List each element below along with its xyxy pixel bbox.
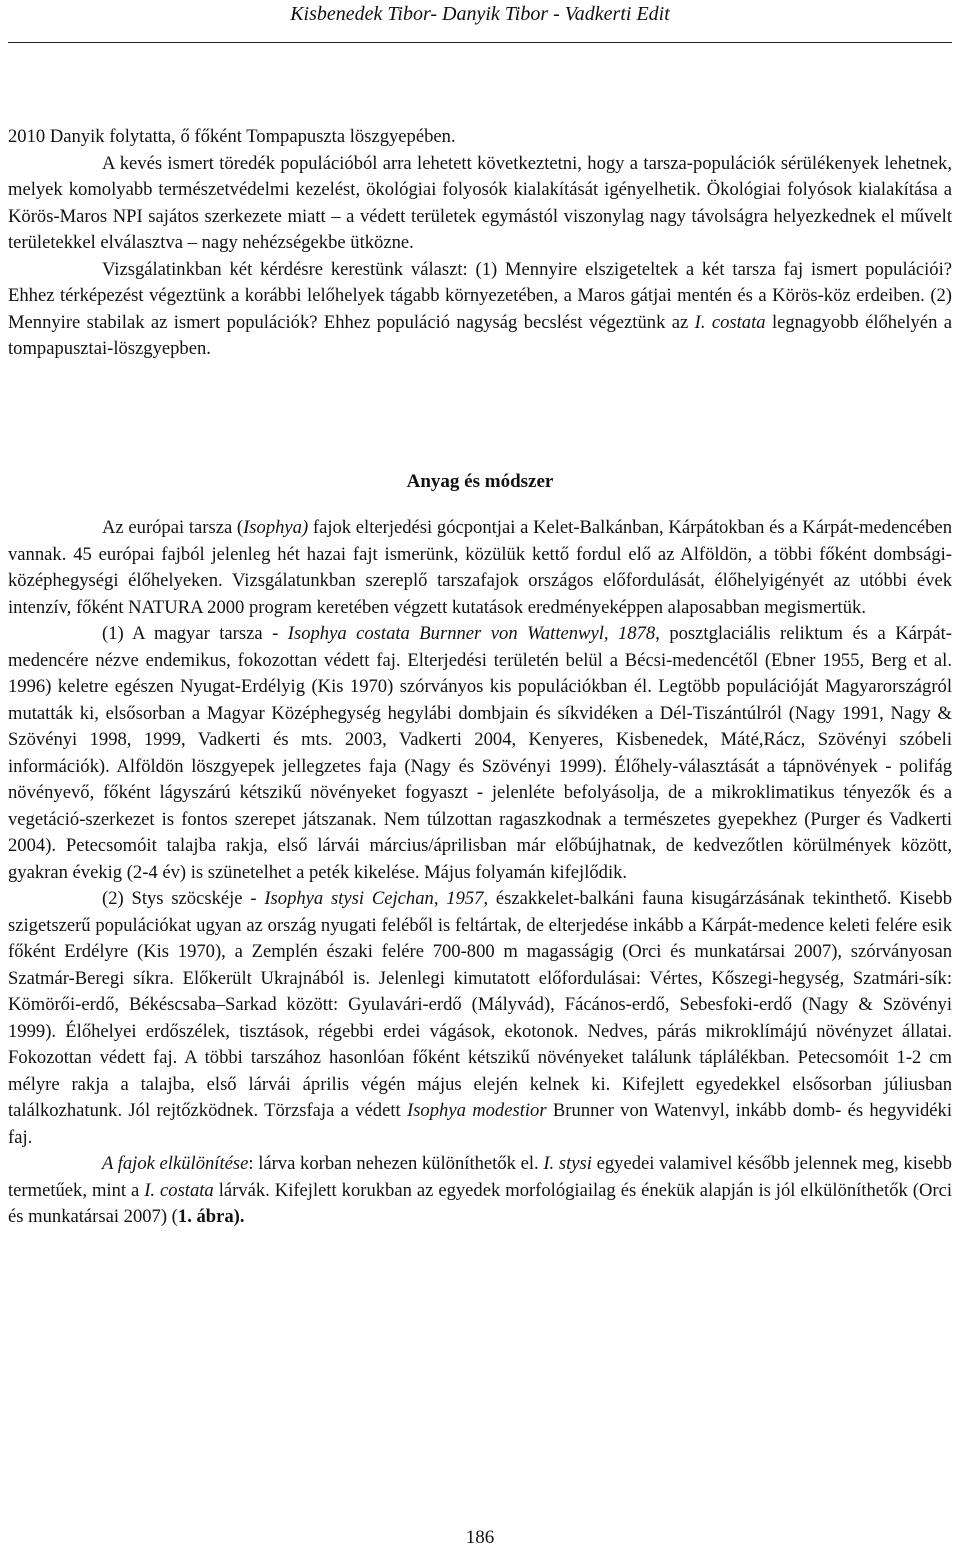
species-name: Isophya modestior (407, 1100, 547, 1121)
header-divider (8, 42, 952, 43)
species-abbrev: I. stysi (543, 1153, 592, 1174)
text-run: legnagyobb élőhelyén a tompapusztai-löszgyepben. (8, 311, 952, 359)
running-header (0, 0, 960, 44)
species-abbrev: I. costata (144, 1179, 214, 1201)
figure-reference: 1. ábra). (177, 1206, 245, 1227)
methods-paragraph-2 (8, 621, 952, 886)
species-name: Isophya stysi Cejchan, 1957 (264, 888, 484, 909)
text-run: egyedei valamivel később jelennek meg, kisebb termetűek, mint a (8, 1153, 952, 1201)
intro-paragraph-3 (8, 257, 952, 363)
text-run: : lárva korban nehezen különíthetők el. (248, 1153, 544, 1174)
page-number: 186 (465, 1527, 495, 1548)
section-heading: Anyag és módszer (406, 470, 554, 492)
genus-name: Isophya) (243, 517, 309, 538)
text-run: , északkelet-balkáni fauna kisugárzásának tekinthető. Kisebb szigetszerű populációkat ugyan az ország nyugati feléből is feltártak, de elterjedése inkább a Kárpát-medence keleti felére esik főként Erdélyre (Kis 1970), a Zemplén északi felére 700-800 m magasságig (Orci és munkatársai 2007), szórványosan Szatmár-Beregi síkra. Előkerült Ukrajnából is. Jelenlegi kimutatott előfordulásai: Vértes, Kőszegi-hegység, Szatmári-sík: Kömörői-erdő, Békéscsaba–Sarkad között: Gyulavári-erdő (Mályvád), Fácános-erdő, Sebesfoki-erdő (Nagy & Szövényi 1999). Élőhelyei erdőszélek, tisztások, régebbi erdei vágások, ekotonok. Nedves, párás mikroklímájú növényzet állatai. Fokozottan védett faj. A többi tarszához hasonlóan főként kétszikű növényeket találunk táplálékban. Petecsomóit 1-2 cm mélyre rakja a talajba, első lárvái április végén május elején kelnek ki. Kifejlett egyedekkel elsősorban júliusban találkozhatunk. Jól rejtőzködnek. Törzsfaja a védett (8, 888, 952, 1121)
methods-paragraph-1 (8, 515, 952, 621)
page-body (8, 124, 952, 1231)
text-run: Az európai tarsza ( (102, 517, 244, 538)
intro-paragraph-2: A kevés ismert töredék populációból arra lehetett következtetni, hogy a tarsza-populációk sérülékenyek lehetnek, melyek komolyabb természetvédelmi kezelést, ökológiai folyosók kialakítását igényelhetik. Ökológiai folyósok kialakítása a Körös-Maros NPI sajátos szerkezete miatt – a védett területek egymástól viszonylag nagy távolságra helyezkednek el művelt területekkel elválasztva – nagy nehézségekbe ütközne. (8, 152, 952, 253)
text-run: lárvák. Kifejlett korukban az egyedek morfológiailag és énekük alapján is jól elkülöníthetők (Orci és munkatársai 2007) ( (8, 1179, 952, 1227)
text-run: fajok elterjedési gócpontjai a Kelet-Balkánban, Kárpátokban és a Kárpát-medencében vannak. 45 európai fajból jelenleg hét hazai fajt ismerünk, közülük kettő fordul elő az Alföldön, a többi főként dombsági-középhegységi élőhelyeken. Vizsgálatunkban szereplő tarszafajok országos előfordulását, élőhelyigényét az utóbbi évek intenzív, főként NATURA 2000 program keretében végzett kutatások eredményeképpen alaposabban megismertük. (8, 517, 952, 618)
methods-paragraph-3 (8, 886, 952, 1151)
intro-paragraph-1: 2010 Danyik folytatta, ő főként Tompapuszta löszgyepében. (8, 126, 456, 147)
methods-paragraph-4 (8, 1151, 952, 1231)
text-run: (1) A magyar tarsza - (102, 623, 288, 644)
text-run: Brunner von Watenvyl, inkább domb- és hegyvidéki faj. (8, 1100, 953, 1148)
running-title: Kisbenedek Tibor- Danyik Tibor - Vadkerti Edit (290, 3, 670, 25)
text-run: (2) Stys szöcskéje - (102, 888, 265, 909)
species-name: Isophya costata Burnner von Wattenwyl, 1878 (287, 623, 656, 644)
species-abbrev: I. costata (694, 311, 766, 333)
text-run: , posztglaciális reliktum és a Kárpát-medencére nézve endemikus, fokozottan védett faj. Elterjedési területén belül a Bécsi-medencétől (Ebner 1955, Berg et al. 1996) keletre egészen Nyugat-Erdélyig (Kis 1970) szórványos kis populációkban él. Legtöbb populációját Magyarországról mutatták ki, elsősorban a Magyar Középhegység hegylábi dombjain és síkvidéken a Dél-Tiszántúlról (Nagy 1991, Nagy & Szövényi 1998, 1999, Vadkerti és mts. 2003, Vadkerti 2004, Kenyeres, Kisbenedek, Máté,Rácz, Szövényi szóbeli információk). Alföldön löszgyepek jellegzetes faja (Nagy és Szövényi 1999). Élőhely-választását a tápnövények - polifág növényevő, főként lágyszárú kétszikű növényeket fogyaszt - jelenléte befolyásolja, de a mikroklimatikus tényezők és a vegetáció-szerkezet is fontos szerepet játszanak. Nem túlzottan ragaszkodnak a természetes gyepekhez (Purger és Vadkerti 2004). Petecsomóit talajba rakja, első lárvái március/áprilisban már előbújhatnak, de kedvezőtlen körülmények között, gyakran évekig (2-4 év) is szünetelhet a peték kikelése. Május folyamán kifejlődik. (8, 623, 952, 883)
text-run: Vizsgálatinkban két kérdésre kerestünk választ: (1) Mennyire elszigeteltek a két tarsza faj ismert populációi? Ehhez térképezést végeztünk a korábbi lelőhelyek tágabb környezetében, a Maros gátjai mentén és a Körös-köz erdeiben. (2) Mennyire stabilak az ismert populációk? Ehhez populáció nagyság becslést végeztünk az (8, 258, 952, 333)
subsection-label: A fajok elkülönítése (102, 1153, 249, 1174)
